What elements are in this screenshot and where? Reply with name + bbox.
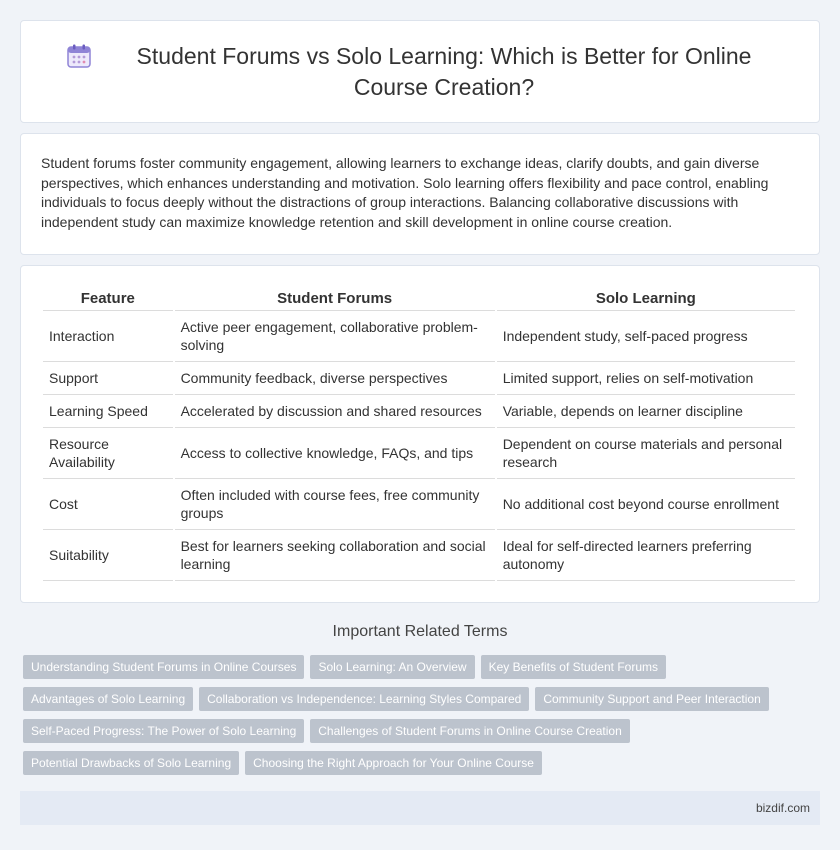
cell-forums: Community feedback, diverse perspectives	[175, 362, 495, 395]
cell-forums: Active peer engagement, collaborative problem-solving	[175, 311, 495, 362]
related-term-tag[interactable]: Collaboration vs Independence: Learning Styles Compared	[199, 687, 529, 711]
cell-forums: Access to collective knowledge, FAQs, and tips	[175, 428, 495, 479]
page-title: Student Forums vs Solo Learning: Which is Better for Online Course Creation?	[136, 42, 752, 100]
title-card	[20, 20, 820, 123]
cell-feature: Interaction	[43, 311, 173, 362]
table-row	[43, 311, 795, 362]
related-term-tag[interactable]: Key Benefits of Student Forums	[481, 655, 666, 679]
header-student-forums: Student Forums	[175, 282, 495, 311]
cell-feature: Learning Speed	[43, 395, 173, 428]
header-feature: Feature	[43, 282, 173, 311]
comparison-table	[41, 282, 797, 581]
related-terms-section	[20, 623, 820, 783]
cell-forums: Best for learners seeking collaboration and social learning	[175, 530, 495, 581]
cell-feature: Suitability	[43, 530, 173, 581]
related-terms-title: Important Related Terms	[332, 623, 508, 640]
table-header-row	[43, 282, 795, 311]
cell-solo: Independent study, self-paced progress	[497, 311, 795, 362]
cell-forums: Often included with course fees, free community groups	[175, 479, 495, 530]
intro-card	[20, 133, 820, 255]
related-term-tag[interactable]: Understanding Student Forums in Online Courses	[23, 655, 304, 679]
cell-solo: Limited support, relies on self-motivation	[497, 362, 795, 395]
footer-brand[interactable]: bizdif.com	[755, 801, 810, 815]
related-term-tag[interactable]: Advantages of Solo Learning	[23, 687, 193, 711]
intro-paragraph: Student forums foster community engagement, allowing learners to exchange ideas, clarify doubts, and gain diverse perspectives, which enhances understanding and motivation. Solo learning offers flexibility and pace control, enabling individuals to focus deeply without the distractions of group interactions. Balancing collaborative discussions with independent study can maximize knowledge retention and skill development in online course creation.	[41, 155, 769, 230]
related-term-tag[interactable]: Solo Learning: An Overview	[310, 655, 474, 679]
cell-feature: Cost	[43, 479, 173, 530]
table-row	[43, 395, 795, 428]
footer	[20, 791, 820, 825]
cell-solo: Variable, depends on learner discipline	[497, 395, 795, 428]
cell-feature: Support	[43, 362, 173, 395]
header-solo-learning: Solo Learning	[497, 282, 795, 311]
cell-solo: No additional cost beyond course enrollment	[497, 479, 795, 530]
title-wrap	[66, 41, 774, 103]
related-term-tag[interactable]: Potential Drawbacks of Solo Learning	[23, 751, 239, 775]
related-term-tag[interactable]: Self-Paced Progress: The Power of Solo Learning	[23, 719, 304, 743]
table-row	[43, 479, 795, 530]
table-row	[43, 428, 795, 479]
cell-solo: Ideal for self-directed learners preferring autonomy	[497, 530, 795, 581]
comparison-card	[20, 265, 820, 603]
related-term-tag[interactable]: Community Support and Peer Interaction	[535, 687, 768, 711]
related-term-tag[interactable]: Challenges of Student Forums in Online Course Creation	[310, 719, 630, 743]
related-term-tag[interactable]: Choosing the Right Approach for Your Online Course	[245, 751, 542, 775]
cell-solo: Dependent on course materials and personal research	[497, 428, 795, 479]
cell-forums: Accelerated by discussion and shared resources	[175, 395, 495, 428]
cell-feature: Resource Availability	[43, 428, 173, 479]
table-row	[43, 362, 795, 395]
calendar-icon	[66, 43, 92, 69]
table-row	[43, 530, 795, 581]
related-terms-tags	[20, 655, 820, 783]
